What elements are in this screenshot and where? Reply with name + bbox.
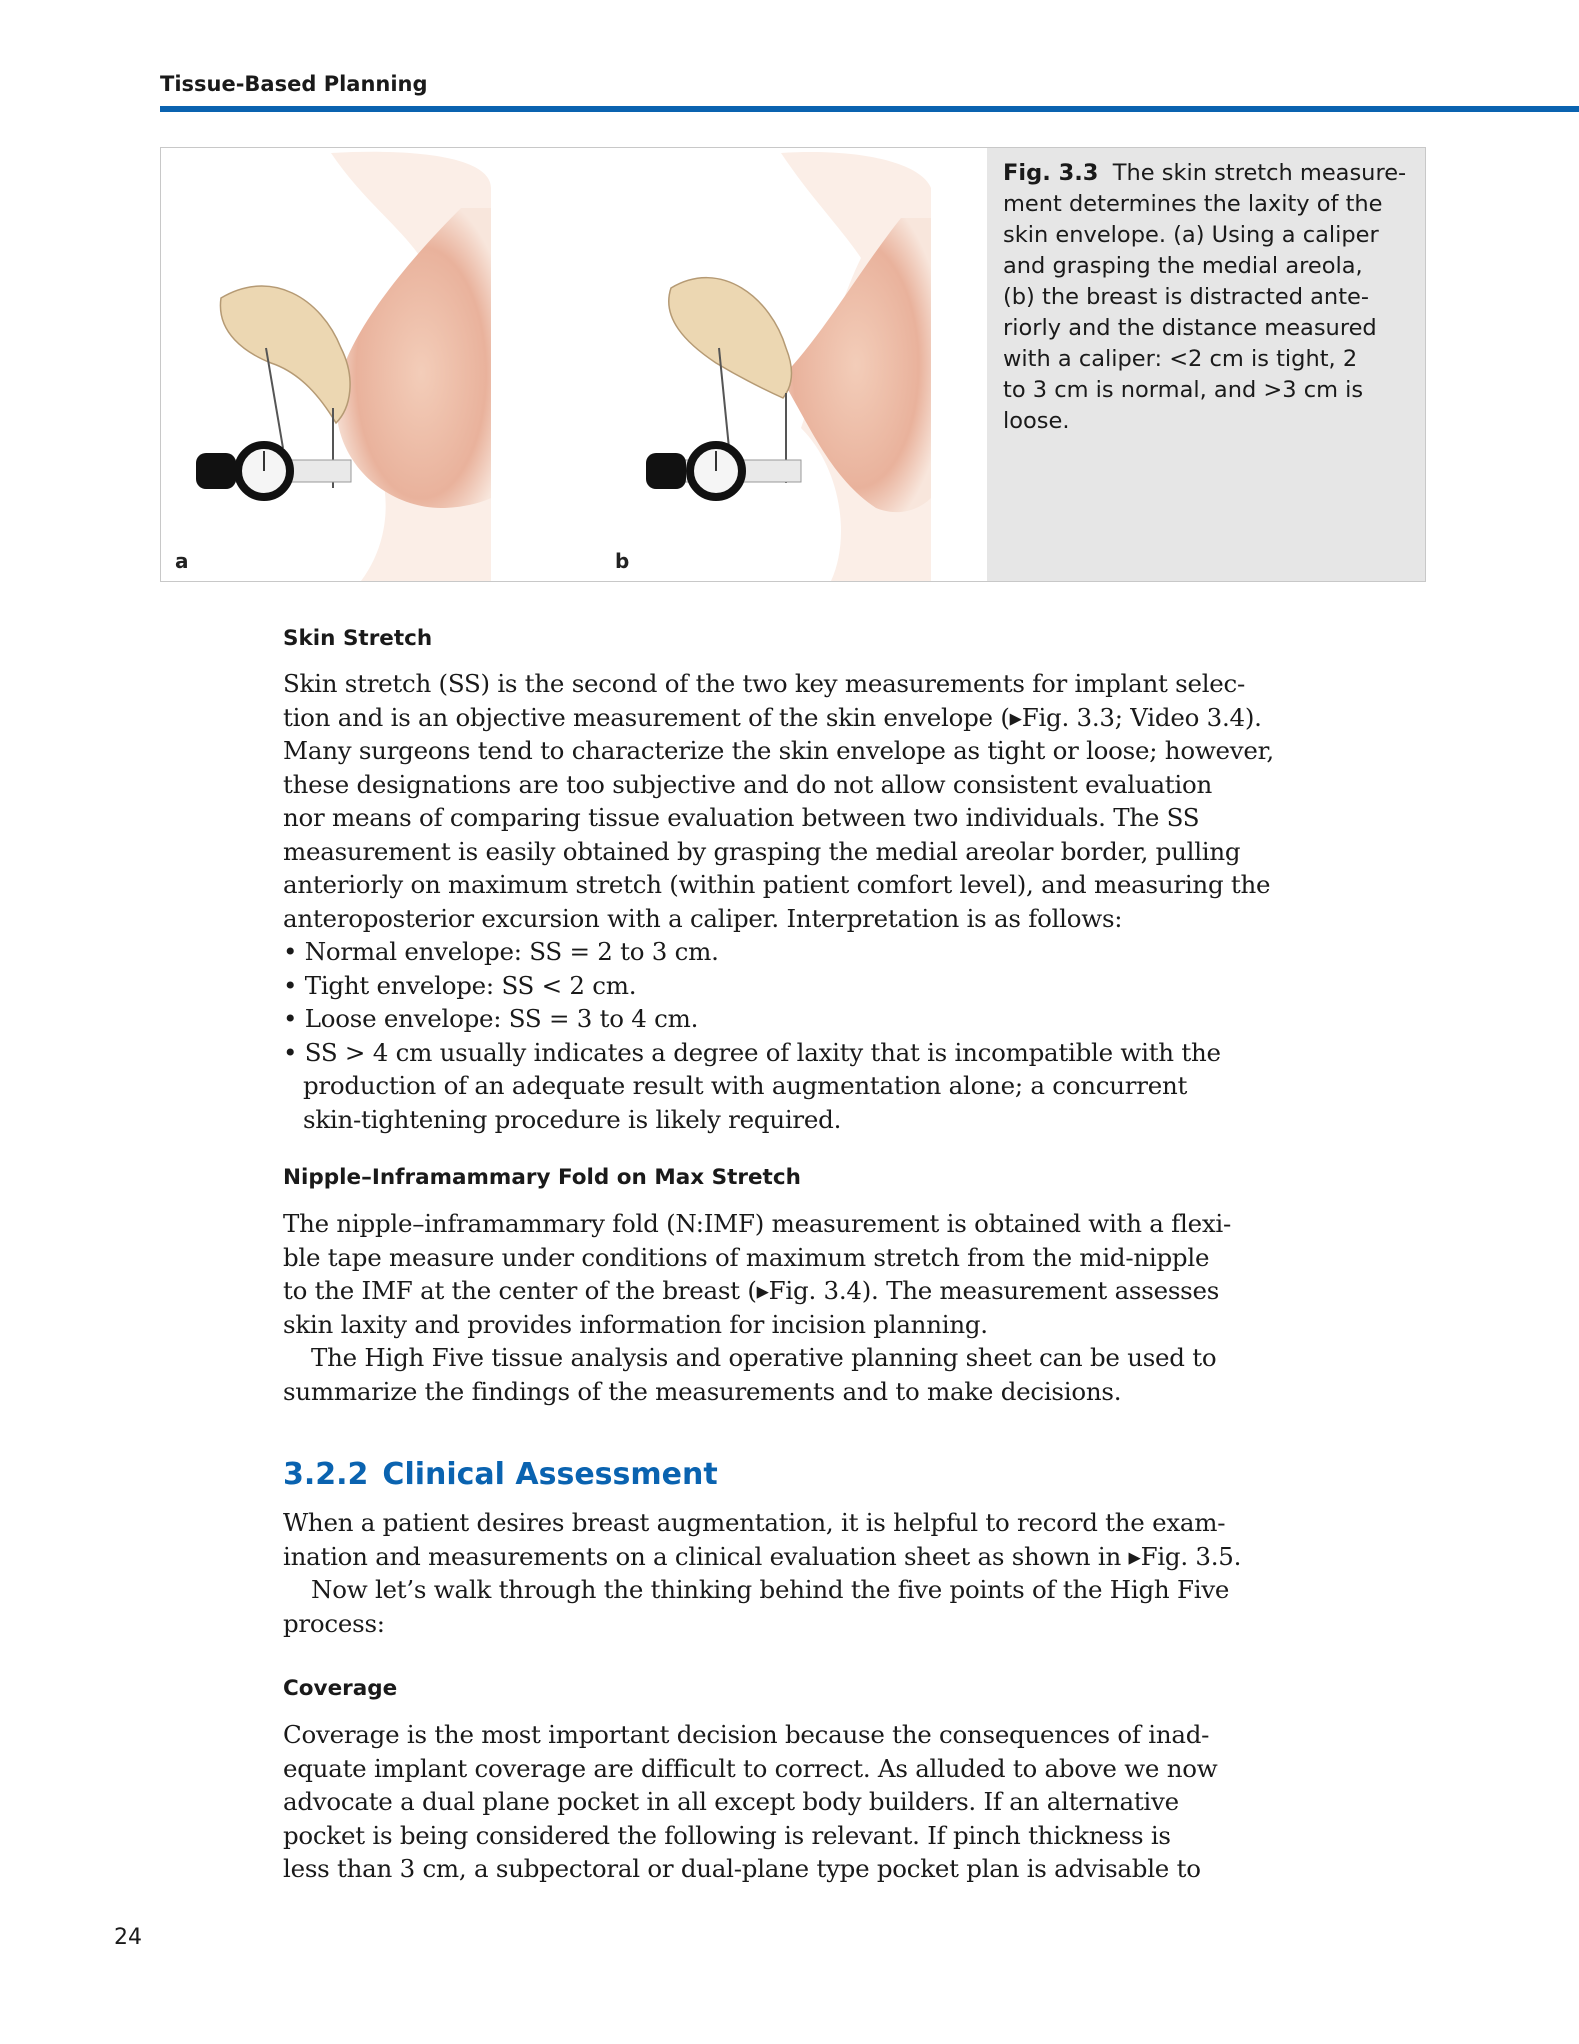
bullet-continuation: production of an adequate result with augmentation alone; a concurrent (303, 1071, 1188, 1100)
figure-panel-b (601, 148, 1041, 581)
body-line: Skin stretch (SS) is the second of the two key measurements for implant selec- (283, 669, 1246, 698)
body-line: these designations are too subjective and do not allow consistent evaluation (283, 769, 1213, 799)
nipple-imf-heading: Nipple–Inframammary Fold on Max Stretch (283, 1165, 801, 1190)
body-line: advocate a dual plane pocket in all except body builders. If an alternative (283, 1787, 1179, 1816)
skin-stretch-section (283, 626, 1333, 651)
caption-line: and grasping the medial areola, (1003, 253, 1363, 279)
figure-caption (987, 148, 1425, 581)
body-line: less than 3 cm, a subpectoral or dual-plane type pocket plan is advisable to (283, 1854, 1201, 1883)
section-title: Clinical Assessment (382, 1457, 718, 1492)
caption-line (1003, 158, 1411, 189)
body-line: anteriorly on maximum stretch (within patient comfort level), and measuring the (283, 870, 1271, 899)
body-line: nor means of comparing tissue evaluation between two individuals. The SS (283, 803, 1200, 832)
caption-line: skin envelope. (a) Using a caliper (1003, 222, 1379, 248)
body-line: equate implant coverage are difficult to correct. As alluded to above we now (283, 1753, 1218, 1783)
bullet-item: • SS > 4 cm usually indicates a degree of laxity that is incompatible with the (283, 1037, 1221, 1067)
bullet-item: • Loose envelope: SS = 3 to 4 cm. (283, 1004, 699, 1033)
bullet-continuation: skin-tightening procedure is likely required. (303, 1104, 842, 1134)
body-line: Now let’s walk through the thinking behind the five points of the High Five (311, 1575, 1230, 1604)
caption-text: The skin stretch measure- (1112, 160, 1407, 186)
body-line: When a patient desires breast augmentation, it is helpful to record the exam- (283, 1508, 1226, 1537)
skin-stretch-illustration-b (601, 148, 987, 581)
panel-label-b: b (615, 549, 630, 573)
body-line: to the IMF at the center of the breast (▸Fig. 3.4). The measurement assesses (283, 1276, 1220, 1305)
clinical-assessment-body (283, 1506, 1333, 1640)
running-head: Tissue-Based Planning (160, 72, 428, 96)
caption-line: with a caliper: <2 cm is tight, 2 (1003, 346, 1358, 372)
section-heading (283, 1457, 1333, 1492)
skin-stretch-heading: Skin Stretch (283, 626, 433, 651)
figure-3-3 (160, 147, 1426, 582)
nipple-imf-section (283, 1165, 1333, 1190)
nipple-imf-body (283, 1207, 1333, 1408)
page-number: 24 (114, 1925, 142, 1950)
skin-stretch-illustration-a (161, 148, 601, 581)
figure-panel-a (161, 148, 601, 581)
body-line: process: (283, 1608, 385, 1638)
coverage-heading: Coverage (283, 1676, 398, 1701)
skin-stretch-body (283, 667, 1333, 1136)
caption-line: ment determines the laxity of the (1003, 191, 1383, 217)
body-line: ble tape measure under conditions of maximum stretch from the mid-nipple (283, 1242, 1210, 1272)
coverage-section (283, 1676, 1333, 1701)
body-line: Coverage is the most important decision because the consequences of inad- (283, 1720, 1210, 1749)
body-line: anteroposterior excursion with a caliper. Interpretation is as follows: (283, 903, 1123, 933)
coverage-body (283, 1718, 1333, 1886)
body-line: The nipple–inframammary fold (N:IMF) measurement is obtained with a flexi- (283, 1209, 1231, 1238)
body-line: summarize the findings of the measurements and to make decisions. (283, 1376, 1122, 1406)
caption-figure-label: Fig. 3.3 (1003, 160, 1099, 186)
header-rule (160, 106, 1579, 112)
bullet-item: • Normal envelope: SS = 2 to 3 cm. (283, 937, 719, 966)
body-line: ination and measurements on a clinical evaluation sheet as shown in ▸Fig. 3.5. (283, 1541, 1242, 1571)
body-line: measurement is easily obtained by grasping the medial areolar border, pulling (283, 836, 1241, 866)
body-line: Many surgeons tend to characterize the skin envelope as tight or loose; however, (283, 736, 1274, 765)
body-line: pocket is being considered the following is relevant. If pinch thickness is (283, 1820, 1171, 1850)
caption-line: loose. (1003, 408, 1070, 434)
caption-line: to 3 cm is normal, and >3 cm is (1003, 377, 1364, 403)
caption-line: riorly and the distance measured (1003, 315, 1377, 341)
body-line: skin laxity and provides information for incision planning. (283, 1309, 988, 1339)
body-line: The High Five tissue analysis and operative planning sheet can be used to (311, 1343, 1217, 1372)
clinical-assessment-section (283, 1457, 1333, 1492)
section-number: 3.2.2 (283, 1457, 369, 1492)
bullet-item: • Tight envelope: SS < 2 cm. (283, 970, 637, 1000)
panel-label-a: a (175, 549, 189, 573)
caption-line: (b) the breast is distracted ante- (1003, 284, 1369, 310)
body-line: tion and is an objective measurement of the skin envelope (▸Fig. 3.3; Video 3.4). (283, 702, 1262, 732)
